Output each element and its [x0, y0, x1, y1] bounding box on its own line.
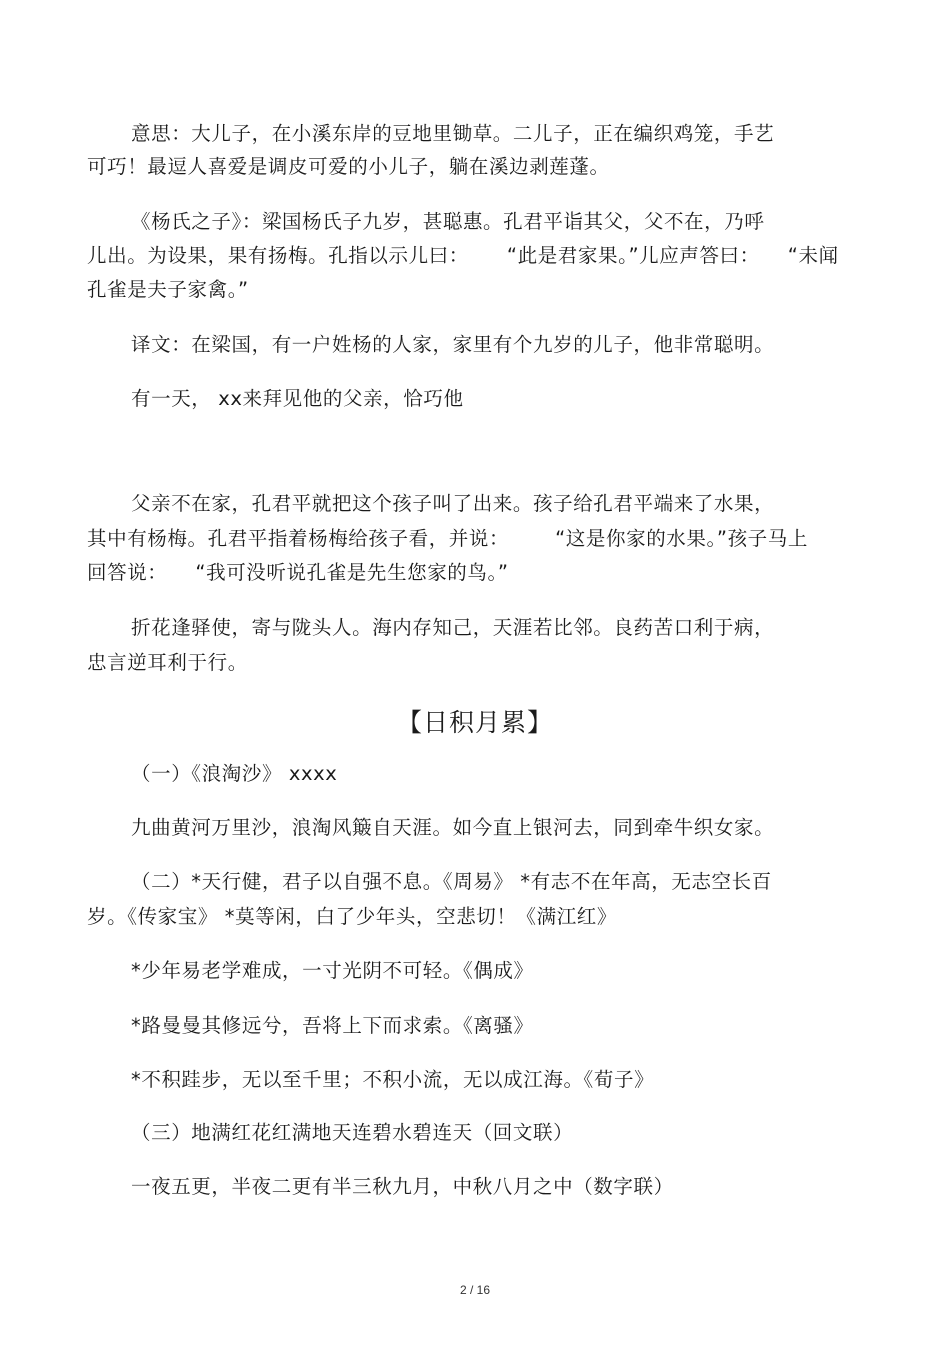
father-line-2-part-b: “这是你家的水果。”孩子马上	[555, 527, 808, 550]
subsection-three-body: 一夜五更，半夜二更有半三秋九月，中秋八月之中（数字联）	[131, 1175, 674, 1198]
paragraph-yangshi-line-2	[87, 243, 839, 269]
father-line-3-part-a: 回答说：	[87, 561, 168, 584]
yangshi-line-2-part-a: 儿出。为设果，果有扬梅。孔指以示儿曰：	[87, 244, 469, 267]
paragraph-meaning-line-2: 可巧！最逗人喜爱是调皮可爱的小儿子，躺在溪边剥莲蓬。	[87, 155, 610, 178]
paragraph-poems-line-1: 折花逢驿使，寄与陇头人。海内存知己，天涯若比邻。良药苦口利于病，	[131, 616, 775, 639]
subsection-one-title: （一）《浪淘沙》 xxxx	[131, 762, 338, 785]
father-line-3-part-b: “我可没听说孔雀是先生您家的鸟。”	[195, 561, 509, 584]
paragraph-father-line-3	[87, 560, 509, 586]
yangshi-line-2-part-b: “此是君家果。”儿应声答曰：	[506, 244, 760, 267]
subsection-three-title: （三）地满红花红满地天连碧水碧连天（回文联）	[131, 1121, 574, 1144]
paragraph-poems-line-2: 忠言逆耳利于行。	[87, 651, 248, 674]
paragraph-one-day: 有一天， xx来拜见他的父亲，恰巧他	[131, 387, 464, 410]
father-line-2-part-a: 其中有杨梅。孔君平指着杨梅给孩子看，并说：	[87, 527, 510, 550]
paragraph-meaning-line-1: 意思：大儿子，在小溪东岸的豆地里锄草。二儿子，正在编织鸡笼，手艺	[131, 122, 775, 145]
subsection-one-body: 九曲黄河万里沙，浪淘风簸自天涯。如今直上银河去，同到牵牛织女家。	[131, 816, 775, 839]
page-number: 2 / 16	[459, 1283, 491, 1297]
subsection-two-line-1: （二）*天行健，君子以自强不息。《周易》 *有志不在年高，无志空长百	[131, 870, 772, 893]
subsection-two-line-3: *少年易老学难成，一寸光阴不可轻。《偶成》	[131, 959, 534, 982]
yangshi-line-2-part-c: “未闻	[787, 244, 839, 267]
subsection-two-line-5: *不积跬步，无以至千里；不积小流，无以成江海。《荀子》	[131, 1068, 655, 1091]
subsection-two-line-4: *路曼曼其修远兮，吾将上下而求索。《离骚》	[131, 1014, 534, 1037]
paragraph-yangshi-line-3: 孔雀是夫子家禽。”	[87, 278, 249, 301]
paragraph-father-line-2	[87, 526, 808, 552]
section-heading: 【日积月累】	[396, 708, 553, 737]
paragraph-father-line-1: 父亲不在家，孔君平就把这个孩子叫了出来。孩子给孔君平端来了水果，	[131, 492, 775, 515]
paragraph-yangshi-line-1: 《杨氏之子》：梁国杨氏子九岁，甚聪惠。孔君平诣其父，父不在，乃呼	[131, 210, 765, 233]
subsection-two-line-2: 岁。《传家宝》 *莫等闲，白了少年头，空悲切！《满江红》	[87, 905, 617, 928]
paragraph-translation: 译文：在梁国，有一户姓杨的人家，家里有个九岁的儿子，他非常聪明。	[131, 333, 775, 356]
